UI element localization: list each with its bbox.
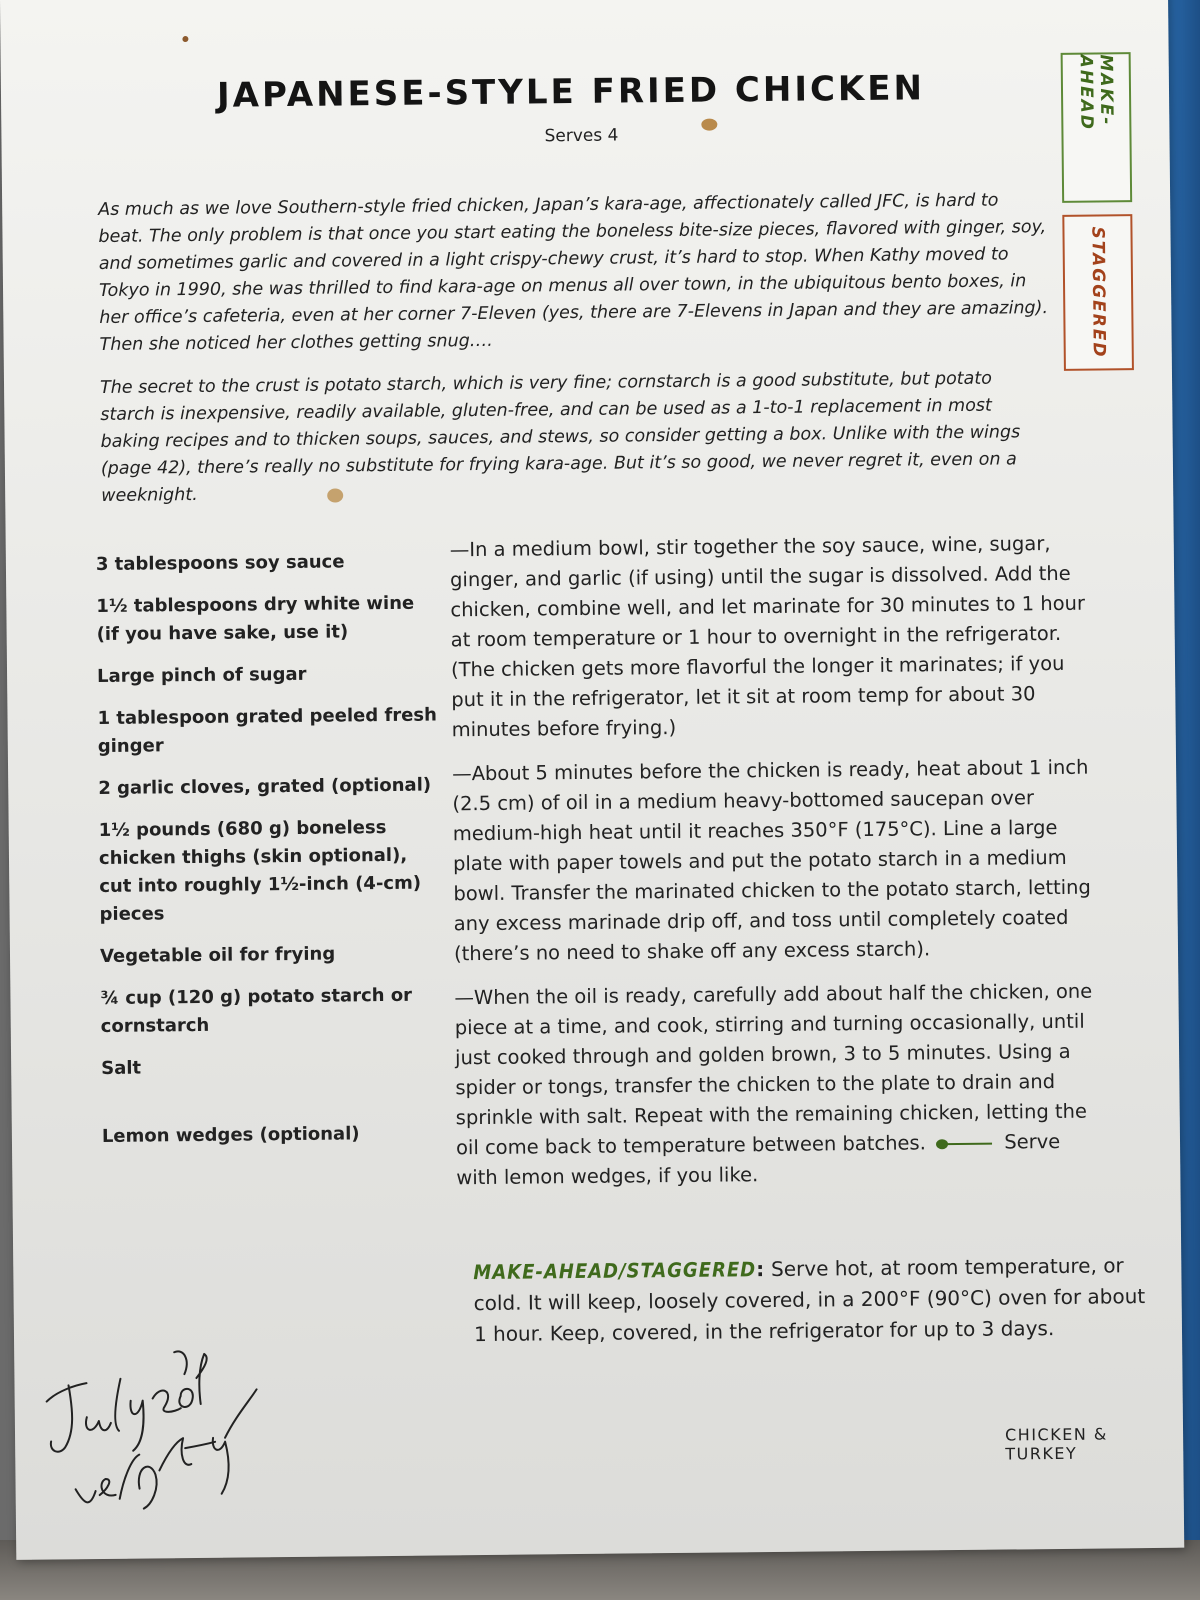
ingredient-item: 2 garlic cloves, grated (optional)	[98, 774, 432, 800]
ingredient-list	[96, 547, 442, 1165]
make-ahead-tab	[1061, 52, 1133, 203]
handwritten-note-image	[34, 1337, 266, 1529]
ingredient-item: Vegetable oil for frying	[99, 943, 336, 968]
make-ahead-tab-label: MAKE-AHEAD	[1075, 54, 1117, 132]
ingredient-item: Lemon wedges (optional)	[101, 1123, 360, 1147]
ingredient-item: Large pinch of sugar	[96, 663, 307, 688]
make-ahead-label: MAKE-AHEAD/STAGGERED	[473, 1257, 757, 1285]
food-stain	[182, 36, 188, 42]
recipe-intro	[98, 187, 1051, 526]
step-text-tail: Serve with lemon wedges, if you like.	[456, 1129, 1061, 1190]
staggered-pointer-icon	[936, 1137, 994, 1150]
step-text: —When the oil is ready, carefully add about half the chicken, one piece at a time, and cook, stirring and turning occasionally, until just cooked through and golden brown, 3 to 5 minutes. Using a spider or tongs, transfer the chicken to the plate to drain and sprinkle with salt. Repeat with the remaining chicken, letting the oil come back to temperature between batches.	[454, 979, 1093, 1160]
intro-paragraph: The secret to the crust is potato starch, which is very fine; cornstarch is a good substitute, but potato starch is inexpensive, readily available, gluten-free, and can be used as a 1-to-1 replacement in most baking recipes and to thicken soups, sauces, and stews, so consider getting a box. Unlike with the wings (page 42), there’s really no substitute for frying kara-age. But it’s so good, we never regret it, even on a weeknight.	[99, 368, 1021, 506]
ingredient-item: 3 tablespoons soy sauce	[95, 551, 345, 576]
ingredient-item: 1 tablespoon grated peeled fresh ginger	[97, 704, 437, 758]
staggered-tab	[1062, 214, 1134, 371]
step-paragraph-last	[454, 976, 1106, 1193]
intro-paragraph: As much as we love Southern-style fried chicken, Japan’s kara-age, affectionately called JFC, is hard to beat. The only problem is that once you start eating the boneless bite-size pieces, flavored with ginger, soy, and sometimes garlic and covered in a light crispy-chewy crust, it’s hard to stop. When Kathy moved to Tokyo in 1990, she was thrilled to find kara-age on menus all over town, in the ubiquitous bento boxes, in her office’s cafeteria, even at her corner 7-Eleven (yes, there are 7-Elevens in Japan and they are amazing). Then she noticed her clothes getting snug….	[98, 190, 1049, 355]
make-ahead-note: MAKE-AHEAD/STAGGERED: Serve hot, at room temperature, or cold. It will keep, loosely covered, in a 200°F (90°C) oven for about 1 hour. Keep, covered, in the refrigerator for up to 3 days.	[473, 1253, 1146, 1347]
staggered-tab-label: STAGGERED	[1087, 226, 1109, 359]
recipe-title: JAPANESE-STYLE FRIED CHICKEN	[216, 68, 926, 116]
step-paragraph: —About 5 minutes before the chicken is ready, heat about 1 inch (2.5 cm) of oil in a medium heavy-bottomed saucepan over medium-high heat until it reaches 350°F (175°C). Line a large plate with paper towels and put the potato starch in a medium bowl. Transfer the marinated chicken to the potato starch, letting any excess marinade drip off, and toss until completely coated (there’s no need to shake off any excess starch).	[452, 755, 1091, 966]
ingredient-item: 1½ pounds (680 g) boneless chicken thighs (skin optional), cut into roughly 1½-inch (4-cm) pieces	[98, 816, 422, 926]
ingredient-item: ¾ cup (120 g) potato starch or cornstarch	[100, 984, 413, 1038]
ingredient-item: 1½ tablespoons dry white wine (if you have sake, use it)	[96, 592, 415, 646]
recipe-steps	[450, 529, 1107, 1208]
ingredient-item: Salt	[101, 1057, 142, 1079]
step-paragraph: —In a medium bowl, stir together the soy sauce, wine, sugar, ginger, and garlic (if using) until the sugar is dissolved. Add the chicken, combine well, and let marinate for 30 minutes to 1 hour at room temperature or 1 hour to overnight in the refrigerator. (The chicken gets more flavorful the longer it marinates; if you put it in the refrigerator, let it sit at room temp for about 30 minutes before frying.)	[449, 532, 1086, 742]
section-footer: CHICKEN & TURKEY	[1004, 1424, 1108, 1464]
food-stain	[701, 118, 717, 130]
make-ahead-text: Serve hot, at room temperature, or cold. It will keep, loosely covered, in a 200°F (90°C) oven for about 1 hour. Keep, covered, in the refrigerator for up to 3 days.	[473, 1253, 1146, 1347]
recipe-serves: Serves 4	[544, 125, 619, 147]
